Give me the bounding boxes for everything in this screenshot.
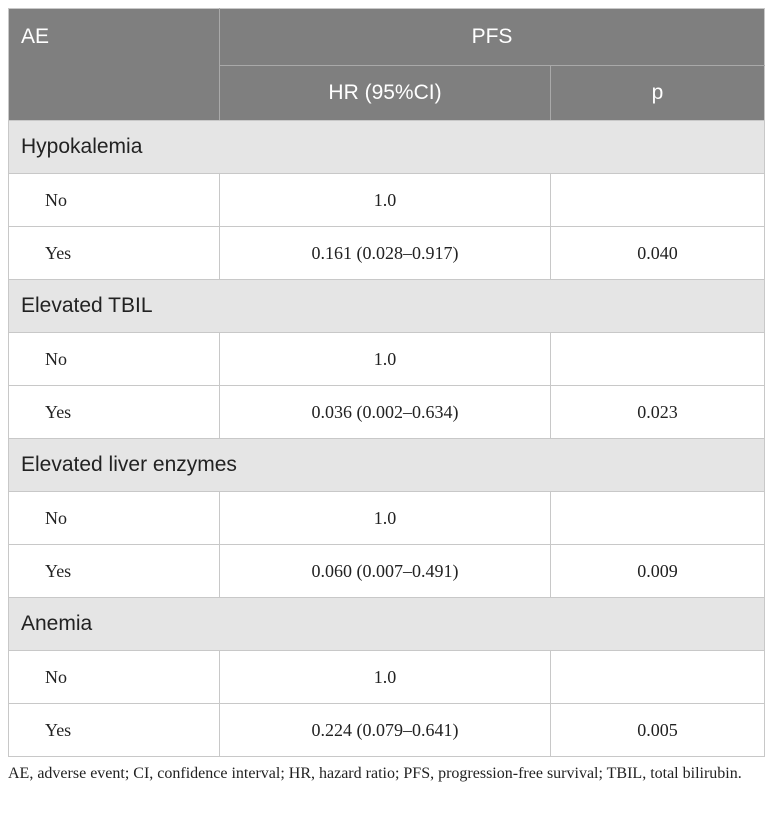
group-label: Elevated TBIL [9,280,765,333]
header-row-top [9,9,765,66]
row-label: No [9,651,220,704]
table-row [9,545,765,598]
group-label: Hypokalemia [9,121,765,174]
p-value: 0.023 [551,386,765,439]
hr-value: 0.036 (0.002–0.634) [220,386,551,439]
hr-value: 0.161 (0.028–0.917) [220,227,551,280]
table-row [9,333,765,386]
table-footnote: AE, adverse event; CI, confidence interval; HR, hazard ratio; PFS, progression-free survival; TBIL, total bilirubin. [8,765,742,782]
hr-value: 1.0 [220,492,551,545]
results-table-container [8,8,764,757]
group-row-hypokalemia [9,121,765,174]
row-label: Yes [9,227,220,280]
row-label: No [9,492,220,545]
table-row [9,227,765,280]
p-value [551,492,765,545]
table-row [9,651,765,704]
p-value [551,651,765,704]
table-row [9,386,765,439]
row-label: Yes [9,704,220,757]
p-value: 0.009 [551,545,765,598]
group-row-anemia [9,598,765,651]
p-value [551,333,765,386]
row-label: Yes [9,545,220,598]
header-p: p [551,66,765,121]
hr-value: 0.224 (0.079–0.641) [220,704,551,757]
header-ae: AE [9,9,220,121]
header-hr: HR (95%CI) [220,66,551,121]
group-row-elevated-tbil [9,280,765,333]
hr-value: 1.0 [220,651,551,704]
group-label: Elevated liver enzymes [9,439,765,492]
row-label: No [9,174,220,227]
table-row [9,704,765,757]
p-value [551,174,765,227]
row-label: No [9,333,220,386]
table-row [9,174,765,227]
hr-value: 1.0 [220,174,551,227]
hr-value: 0.060 (0.007–0.491) [220,545,551,598]
row-label: Yes [9,386,220,439]
results-table [8,8,765,757]
group-label: Anemia [9,598,765,651]
group-row-elevated-liver-enzymes [9,439,765,492]
header-pfs: PFS [220,9,765,66]
p-value: 0.005 [551,704,765,757]
table-row [9,492,765,545]
hr-value: 1.0 [220,333,551,386]
p-value: 0.040 [551,227,765,280]
